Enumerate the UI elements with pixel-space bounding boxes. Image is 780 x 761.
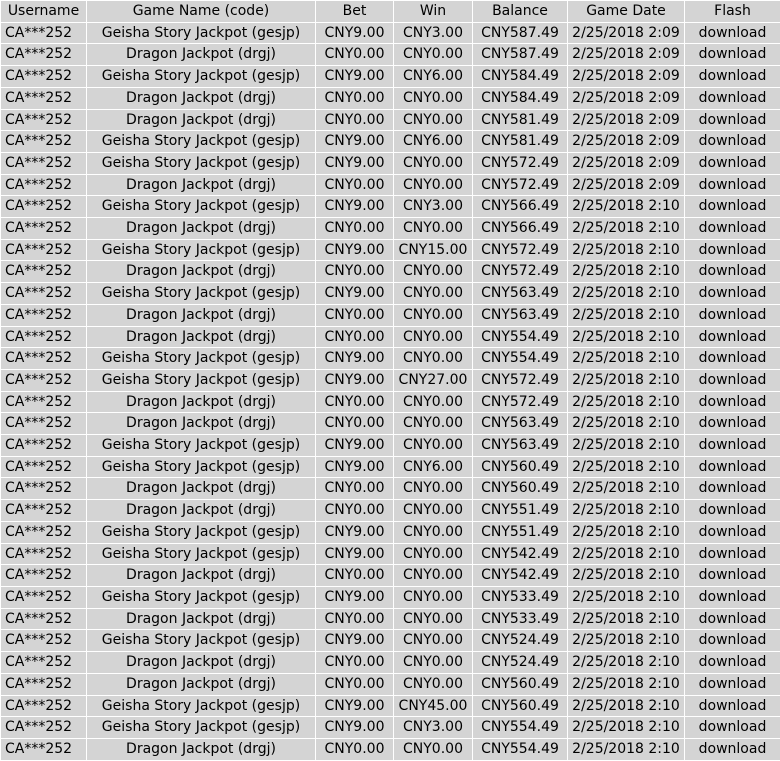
cell-game-date: 2/25/2018 2:09: [568, 174, 685, 196]
cell-bet: CNY0.00: [316, 174, 394, 196]
table-row[interactable]: [1, 66, 780, 88]
cell-username: CA***252: [1, 196, 87, 218]
header-win[interactable]: Win: [394, 1, 473, 23]
cell-win: CNY15.00: [394, 239, 473, 261]
cell-game-name: Dragon Jackpot (drgj): [87, 304, 316, 326]
cell-win: CNY0.00: [394, 738, 473, 760]
cell-bet: CNY0.00: [316, 565, 394, 587]
cell-username: CA***252: [1, 673, 87, 695]
cell-balance: CNY554.49: [473, 738, 568, 760]
cell-win: CNY0.00: [394, 521, 473, 543]
cell-game-name: Dragon Jackpot (drgj): [87, 478, 316, 500]
cell-game-date: 2/25/2018 2:10: [568, 738, 685, 760]
table-row[interactable]: [1, 22, 780, 44]
cell-username: CA***252: [1, 369, 87, 391]
cell-game-date: 2/25/2018 2:09: [568, 109, 685, 131]
cell-win: CNY0.00: [394, 152, 473, 174]
table-row[interactable]: [1, 44, 780, 66]
cell-bet: CNY0.00: [316, 652, 394, 674]
cell-game-name: Geisha Story Jackpot (gesjp): [87, 630, 316, 652]
cell-game-name: Dragon Jackpot (drgj): [87, 652, 316, 674]
cell-win: CNY0.00: [394, 413, 473, 435]
cell-game-name: Dragon Jackpot (drgj): [87, 326, 316, 348]
table-row[interactable]: [1, 304, 780, 326]
cell-balance: CNY524.49: [473, 630, 568, 652]
cell-balance: CNY563.49: [473, 283, 568, 305]
table-row[interactable]: [1, 738, 780, 760]
table-row[interactable]: [1, 196, 780, 218]
cell-username: CA***252: [1, 586, 87, 608]
cell-flash-download[interactable]: download: [685, 174, 780, 196]
cell-win: CNY0.00: [394, 608, 473, 630]
cell-win: CNY0.00: [394, 174, 473, 196]
cell-flash-download[interactable]: download: [685, 348, 780, 370]
cell-game-date: 2/25/2018 2:10: [568, 565, 685, 587]
cell-username: CA***252: [1, 152, 87, 174]
cell-game-name: Geisha Story Jackpot (gesjp): [87, 66, 316, 88]
cell-username: CA***252: [1, 391, 87, 413]
cell-flash-download[interactable]: download: [685, 326, 780, 348]
table-row[interactable]: [1, 391, 780, 413]
table-row[interactable]: [1, 261, 780, 283]
cell-balance: CNY533.49: [473, 608, 568, 630]
cell-win: CNY0.00: [394, 391, 473, 413]
table-row[interactable]: [1, 348, 780, 370]
cell-game-name: Dragon Jackpot (drgj): [87, 44, 316, 66]
cell-game-name: Dragon Jackpot (drgj): [87, 218, 316, 240]
cell-balance: CNY566.49: [473, 196, 568, 218]
cell-bet: CNY0.00: [316, 304, 394, 326]
cell-game-date: 2/25/2018 2:10: [568, 261, 685, 283]
table-row[interactable]: [1, 630, 780, 652]
cell-game-date: 2/25/2018 2:10: [568, 456, 685, 478]
cell-flash-download[interactable]: download: [685, 304, 780, 326]
cell-game-name: Dragon Jackpot (drgj): [87, 261, 316, 283]
cell-game-date: 2/25/2018 2:10: [568, 218, 685, 240]
cell-game-name: Geisha Story Jackpot (gesjp): [87, 152, 316, 174]
cell-balance: CNY581.49: [473, 131, 568, 153]
cell-flash-download[interactable]: download: [685, 196, 780, 218]
cell-bet: CNY9.00: [316, 435, 394, 457]
cell-balance: CNY560.49: [473, 673, 568, 695]
cell-game-date: 2/25/2018 2:10: [568, 283, 685, 305]
cell-balance: CNY560.49: [473, 456, 568, 478]
cell-win: CNY0.00: [394, 261, 473, 283]
cell-win: CNY0.00: [394, 326, 473, 348]
cell-flash-download[interactable]: download: [685, 565, 780, 587]
header-username[interactable]: Username: [1, 1, 87, 23]
table-row[interactable]: [1, 435, 780, 457]
cell-username: CA***252: [1, 174, 87, 196]
cell-game-name: Dragon Jackpot (drgj): [87, 413, 316, 435]
cell-game-date: 2/25/2018 2:10: [568, 391, 685, 413]
table-row[interactable]: [1, 652, 780, 674]
cell-game-name: Geisha Story Jackpot (gesjp): [87, 456, 316, 478]
cell-bet: CNY9.00: [316, 196, 394, 218]
table-row[interactable]: [1, 174, 780, 196]
cell-bet: CNY0.00: [316, 738, 394, 760]
cell-game-date: 2/25/2018 2:10: [568, 326, 685, 348]
cell-game-name: Geisha Story Jackpot (gesjp): [87, 695, 316, 717]
cell-game-name: Dragon Jackpot (drgj): [87, 738, 316, 760]
cell-username: CA***252: [1, 478, 87, 500]
header-game-date[interactable]: Game Date: [568, 1, 685, 23]
cell-flash-download[interactable]: download: [685, 695, 780, 717]
cell-balance: CNY563.49: [473, 435, 568, 457]
cell-game-date: 2/25/2018 2:10: [568, 717, 685, 739]
cell-bet: CNY0.00: [316, 218, 394, 240]
table-row[interactable]: [1, 218, 780, 240]
cell-username: CA***252: [1, 261, 87, 283]
cell-balance: CNY572.49: [473, 391, 568, 413]
cell-game-date: 2/25/2018 2:10: [568, 543, 685, 565]
cell-flash-download[interactable]: download: [685, 652, 780, 674]
cell-game-name: Dragon Jackpot (drgj): [87, 500, 316, 522]
cell-win: CNY0.00: [394, 630, 473, 652]
cell-flash-download[interactable]: download: [685, 239, 780, 261]
cell-bet: CNY0.00: [316, 326, 394, 348]
cell-username: CA***252: [1, 304, 87, 326]
cell-game-date: 2/25/2018 2:09: [568, 87, 685, 109]
cell-flash-download[interactable]: download: [685, 543, 780, 565]
cell-game-name: Geisha Story Jackpot (gesjp): [87, 369, 316, 391]
cell-flash-download[interactable]: download: [685, 369, 780, 391]
cell-win: CNY0.00: [394, 565, 473, 587]
cell-flash-download[interactable]: download: [685, 44, 780, 66]
cell-game-name: Geisha Story Jackpot (gesjp): [87, 586, 316, 608]
cell-game-date: 2/25/2018 2:10: [568, 304, 685, 326]
cell-flash-download[interactable]: download: [685, 673, 780, 695]
table-row[interactable]: [1, 586, 780, 608]
cell-bet: CNY9.00: [316, 22, 394, 44]
cell-win: CNY0.00: [394, 283, 473, 305]
cell-game-date: 2/25/2018 2:10: [568, 673, 685, 695]
cell-win: CNY6.00: [394, 456, 473, 478]
cell-game-name: Dragon Jackpot (drgj): [87, 87, 316, 109]
cell-balance: CNY554.49: [473, 348, 568, 370]
cell-game-date: 2/25/2018 2:10: [568, 369, 685, 391]
cell-username: CA***252: [1, 348, 87, 370]
cell-win: CNY3.00: [394, 196, 473, 218]
cell-balance: CNY572.49: [473, 152, 568, 174]
cell-bet: CNY9.00: [316, 152, 394, 174]
cell-username: CA***252: [1, 109, 87, 131]
cell-balance: CNY572.49: [473, 369, 568, 391]
cell-game-date: 2/25/2018 2:10: [568, 478, 685, 500]
cell-game-date: 2/25/2018 2:10: [568, 348, 685, 370]
cell-username: CA***252: [1, 283, 87, 305]
cell-game-date: 2/25/2018 2:10: [568, 413, 685, 435]
cell-flash-download[interactable]: download: [685, 630, 780, 652]
cell-flash-download[interactable]: download: [685, 521, 780, 543]
cell-bet: CNY0.00: [316, 413, 394, 435]
cell-flash-download[interactable]: download: [685, 456, 780, 478]
cell-flash-download[interactable]: download: [685, 109, 780, 131]
cell-game-date: 2/25/2018 2:10: [568, 695, 685, 717]
cell-flash-download[interactable]: download: [685, 283, 780, 305]
cell-username: CA***252: [1, 66, 87, 88]
cell-game-name: Geisha Story Jackpot (gesjp): [87, 131, 316, 153]
cell-win: CNY27.00: [394, 369, 473, 391]
table-row[interactable]: [1, 239, 780, 261]
cell-balance: CNY572.49: [473, 174, 568, 196]
cell-game-date: 2/25/2018 2:10: [568, 239, 685, 261]
cell-bet: CNY0.00: [316, 608, 394, 630]
header-game-name[interactable]: Game Name (code): [87, 1, 316, 23]
cell-win: CNY0.00: [394, 673, 473, 695]
header-flash[interactable]: Flash: [685, 1, 780, 23]
table-row[interactable]: [1, 152, 780, 174]
cell-game-name: Geisha Story Jackpot (gesjp): [87, 543, 316, 565]
cell-username: CA***252: [1, 326, 87, 348]
cell-flash-download[interactable]: download: [685, 391, 780, 413]
header-bet[interactable]: Bet: [316, 1, 394, 23]
table-header: [1, 1, 780, 23]
cell-game-date: 2/25/2018 2:09: [568, 152, 685, 174]
table-row[interactable]: [1, 521, 780, 543]
cell-flash-download[interactable]: download: [685, 152, 780, 174]
cell-username: CA***252: [1, 239, 87, 261]
cell-bet: CNY9.00: [316, 456, 394, 478]
cell-flash-download[interactable]: download: [685, 22, 780, 44]
cell-game-date: 2/25/2018 2:10: [568, 652, 685, 674]
cell-flash-download[interactable]: download: [685, 608, 780, 630]
cell-balance: CNY554.49: [473, 326, 568, 348]
cell-win: CNY0.00: [394, 478, 473, 500]
cell-bet: CNY9.00: [316, 348, 394, 370]
cell-bet: CNY9.00: [316, 369, 394, 391]
cell-bet: CNY9.00: [316, 543, 394, 565]
cell-game-name: Geisha Story Jackpot (gesjp): [87, 239, 316, 261]
cell-balance: CNY563.49: [473, 413, 568, 435]
cell-username: CA***252: [1, 131, 87, 153]
cell-balance: CNY524.49: [473, 652, 568, 674]
cell-username: CA***252: [1, 435, 87, 457]
cell-username: CA***252: [1, 565, 87, 587]
cell-bet: CNY0.00: [316, 500, 394, 522]
cell-bet: CNY0.00: [316, 261, 394, 283]
cell-balance: CNY587.49: [473, 22, 568, 44]
cell-bet: CNY0.00: [316, 87, 394, 109]
table-row[interactable]: [1, 109, 780, 131]
cell-balance: CNY563.49: [473, 304, 568, 326]
table-row[interactable]: [1, 369, 780, 391]
table-row[interactable]: [1, 608, 780, 630]
table-row[interactable]: [1, 717, 780, 739]
table-row[interactable]: [1, 456, 780, 478]
cell-game-name: Dragon Jackpot (drgj): [87, 565, 316, 587]
table-row[interactable]: [1, 673, 780, 695]
cell-bet: CNY9.00: [316, 283, 394, 305]
table-row[interactable]: [1, 695, 780, 717]
table-row[interactable]: [1, 543, 780, 565]
cell-flash-download[interactable]: download: [685, 500, 780, 522]
cell-bet: CNY0.00: [316, 44, 394, 66]
cell-game-name: Geisha Story Jackpot (gesjp): [87, 717, 316, 739]
cell-username: CA***252: [1, 500, 87, 522]
cell-balance: CNY542.49: [473, 543, 568, 565]
cell-bet: CNY0.00: [316, 109, 394, 131]
cell-game-date: 2/25/2018 2:09: [568, 131, 685, 153]
table-row[interactable]: [1, 565, 780, 587]
cell-game-name: Geisha Story Jackpot (gesjp): [87, 196, 316, 218]
cell-bet: CNY9.00: [316, 695, 394, 717]
cell-win: CNY0.00: [394, 218, 473, 240]
cell-game-name: Geisha Story Jackpot (gesjp): [87, 283, 316, 305]
cell-username: CA***252: [1, 738, 87, 760]
cell-flash-download[interactable]: download: [685, 87, 780, 109]
cell-game-name: Geisha Story Jackpot (gesjp): [87, 521, 316, 543]
cell-flash-download[interactable]: download: [685, 261, 780, 283]
cell-win: CNY3.00: [394, 22, 473, 44]
cell-game-date: 2/25/2018 2:10: [568, 630, 685, 652]
table-row[interactable]: [1, 87, 780, 109]
cell-balance: CNY533.49: [473, 586, 568, 608]
cell-bet: CNY9.00: [316, 630, 394, 652]
cell-flash-download[interactable]: download: [685, 478, 780, 500]
cell-balance: CNY584.49: [473, 66, 568, 88]
cell-flash-download[interactable]: download: [685, 717, 780, 739]
cell-username: CA***252: [1, 652, 87, 674]
cell-win: CNY0.00: [394, 652, 473, 674]
cell-win: CNY0.00: [394, 109, 473, 131]
table-row[interactable]: [1, 326, 780, 348]
header-row: [1, 1, 780, 23]
cell-win: CNY0.00: [394, 435, 473, 457]
cell-balance: CNY584.49: [473, 87, 568, 109]
cell-username: CA***252: [1, 218, 87, 240]
cell-balance: CNY551.49: [473, 521, 568, 543]
cell-game-date: 2/25/2018 2:09: [568, 66, 685, 88]
table-row[interactable]: [1, 131, 780, 153]
cell-win: CNY0.00: [394, 44, 473, 66]
cell-win: CNY0.00: [394, 87, 473, 109]
cell-bet: CNY0.00: [316, 673, 394, 695]
cell-balance: CNY551.49: [473, 500, 568, 522]
cell-flash-download[interactable]: download: [685, 66, 780, 88]
cell-balance: CNY572.49: [473, 239, 568, 261]
cell-balance: CNY542.49: [473, 565, 568, 587]
cell-bet: CNY9.00: [316, 131, 394, 153]
cell-bet: CNY0.00: [316, 391, 394, 413]
table-row[interactable]: [1, 283, 780, 305]
cell-win: CNY6.00: [394, 66, 473, 88]
cell-game-date: 2/25/2018 2:10: [568, 196, 685, 218]
cell-balance: CNY581.49: [473, 109, 568, 131]
cell-win: CNY45.00: [394, 695, 473, 717]
cell-game-name: Geisha Story Jackpot (gesjp): [87, 22, 316, 44]
cell-game-date: 2/25/2018 2:10: [568, 521, 685, 543]
cell-game-date: 2/25/2018 2:10: [568, 435, 685, 457]
cell-balance: CNY572.49: [473, 261, 568, 283]
header-balance[interactable]: Balance: [473, 1, 568, 23]
cell-win: CNY0.00: [394, 304, 473, 326]
table-row[interactable]: [1, 478, 780, 500]
cell-game-name: Geisha Story Jackpot (gesjp): [87, 348, 316, 370]
cell-game-name: Dragon Jackpot (drgj): [87, 673, 316, 695]
cell-game-date: 2/25/2018 2:10: [568, 500, 685, 522]
cell-flash-download[interactable]: download: [685, 218, 780, 240]
cell-username: CA***252: [1, 630, 87, 652]
cell-username: CA***252: [1, 44, 87, 66]
cell-flash-download[interactable]: download: [685, 738, 780, 760]
cell-flash-download[interactable]: download: [685, 586, 780, 608]
table-row[interactable]: [1, 500, 780, 522]
cell-win: CNY0.00: [394, 586, 473, 608]
cell-username: CA***252: [1, 695, 87, 717]
cell-win: CNY0.00: [394, 543, 473, 565]
cell-bet: CNY9.00: [316, 521, 394, 543]
cell-win: CNY6.00: [394, 131, 473, 153]
cell-username: CA***252: [1, 543, 87, 565]
cell-username: CA***252: [1, 521, 87, 543]
cell-balance: CNY560.49: [473, 695, 568, 717]
table-body: [1, 22, 780, 760]
cell-bet: CNY9.00: [316, 66, 394, 88]
cell-bet: CNY9.00: [316, 239, 394, 261]
cell-game-name: Dragon Jackpot (drgj): [87, 109, 316, 131]
cell-win: CNY0.00: [394, 500, 473, 522]
cell-balance: CNY560.49: [473, 478, 568, 500]
cell-game-name: Dragon Jackpot (drgj): [87, 391, 316, 413]
cell-game-name: Dragon Jackpot (drgj): [87, 174, 316, 196]
cell-username: CA***252: [1, 22, 87, 44]
cell-balance: CNY587.49: [473, 44, 568, 66]
cell-game-name: Geisha Story Jackpot (gesjp): [87, 435, 316, 457]
cell-game-date: 2/25/2018 2:10: [568, 586, 685, 608]
cell-flash-download[interactable]: download: [685, 413, 780, 435]
table-row[interactable]: [1, 413, 780, 435]
cell-game-date: 2/25/2018 2:09: [568, 22, 685, 44]
cell-game-name: Dragon Jackpot (drgj): [87, 608, 316, 630]
cell-username: CA***252: [1, 413, 87, 435]
cell-balance: CNY566.49: [473, 218, 568, 240]
cell-username: CA***252: [1, 87, 87, 109]
cell-username: CA***252: [1, 717, 87, 739]
cell-username: CA***252: [1, 608, 87, 630]
cell-flash-download[interactable]: download: [685, 131, 780, 153]
cell-win: CNY0.00: [394, 348, 473, 370]
cell-game-date: 2/25/2018 2:09: [568, 44, 685, 66]
cell-bet: CNY9.00: [316, 717, 394, 739]
cell-bet: CNY0.00: [316, 478, 394, 500]
cell-game-date: 2/25/2018 2:10: [568, 608, 685, 630]
cell-flash-download[interactable]: download: [685, 435, 780, 457]
cell-username: CA***252: [1, 456, 87, 478]
cell-balance: CNY554.49: [473, 717, 568, 739]
cell-win: CNY3.00: [394, 717, 473, 739]
cell-bet: CNY9.00: [316, 586, 394, 608]
